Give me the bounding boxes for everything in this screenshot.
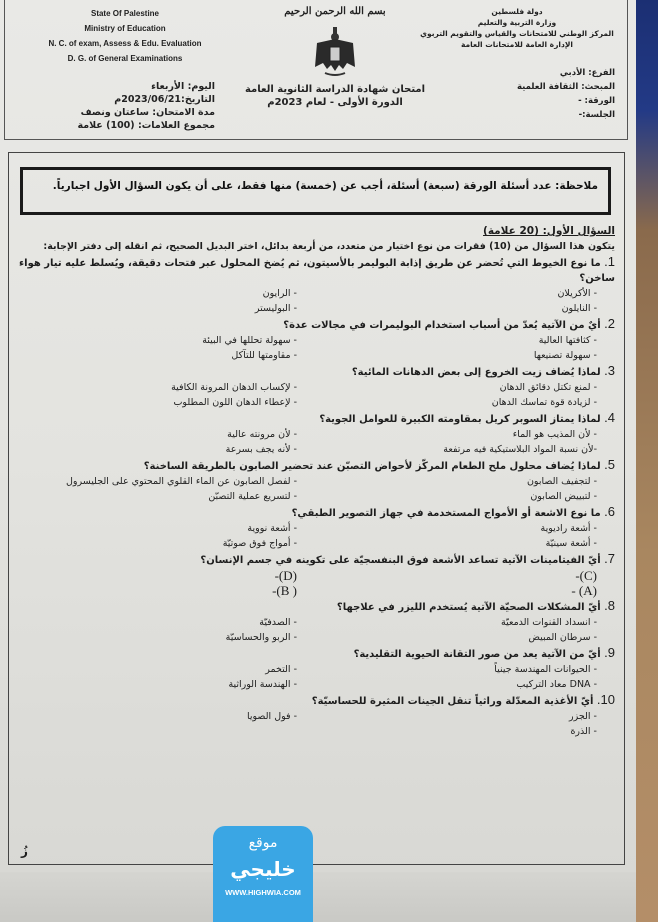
- question-item: [9, 645, 615, 662]
- watermark-badge: [213, 826, 313, 922]
- answer-option: - الصدفيّة: [259, 617, 297, 628]
- options-grid: [9, 709, 615, 739]
- question-text: لماذا يمتاز السوبر كريل بمقاومته الكبيرة للعوامل الجوية؟: [319, 414, 601, 425]
- exam-date: التاريخ:2023/06/21م: [114, 94, 215, 105]
- answer-option: - أشعة سينيّة: [545, 538, 597, 549]
- answer-option: - سرطان المبيض: [528, 632, 597, 643]
- question-number: 2.: [604, 316, 615, 331]
- question-number: 9.: [604, 645, 615, 660]
- exam-session-number: الجلسة:-: [578, 110, 615, 120]
- question-text: ما نوع الخيوط التي تُحضر عن طريق إذابة البوليمر بالأسيتون، ثم يُضخ المحلول عبر فتحات دقيقة، ويُسلط عليه تيار هواء ساخن؟: [19, 258, 615, 284]
- exam-body: [8, 152, 625, 865]
- question-item: [9, 316, 615, 333]
- background-edge: [636, 0, 658, 922]
- answer-option: - لأن المذيب هو الماء: [512, 429, 597, 440]
- answer-option: - الأكريلان: [557, 288, 597, 299]
- arabic-header-line: دولة فلسطين: [491, 7, 543, 16]
- exam-paper-number: الورقة: -: [578, 96, 615, 106]
- english-header: [25, 6, 225, 66]
- exam-day: اليوم: الأربعاء: [151, 81, 215, 92]
- english-header-line: State Of Palestine: [90, 9, 160, 18]
- exam-session: الدورة الأولى - لعام 2023م: [267, 97, 403, 108]
- answer-option: -لأن نسبة المواد البلاستيكية فيه مرتفعة: [443, 444, 597, 455]
- eagle-emblem-icon: [313, 27, 357, 77]
- question-number: 8.: [604, 598, 615, 613]
- watermark-url: WWW.HIGHWIA.COM: [225, 888, 301, 897]
- question-text: أيٌ من الآتية يُعدّ من أسباب استخدام البوليمرات في مجالات عدة؟: [283, 320, 601, 331]
- watermark-brand: خليجي: [230, 857, 296, 881]
- options-grid: [9, 662, 615, 692]
- options-grid: [9, 568, 615, 598]
- answer-option: - لتسريع عملية التصبّن: [208, 491, 297, 502]
- question-text: أيّ الأغذية المعدّلة وراثياً تنقل الجينات المثيرة للحساسيّة؟: [311, 696, 594, 707]
- header-center: [225, 6, 445, 109]
- options-grid: [9, 427, 615, 457]
- question-text: لماذا يُضاف محلول ملح الطعام المركّز لأحواض التصبّن عند تحضير الصابون بالطريقة الساخنة؟: [143, 461, 601, 472]
- options-grid: [9, 286, 615, 316]
- note-box: ملاحظة: عدد أسئلة الورقة (سبعة) أسئلة، أجب عن (خمسة) منها فقط، على أن يكون السؤال الأول اجبارياً.: [20, 167, 611, 215]
- answer-option: - البوليستر: [254, 303, 297, 314]
- exam-subject: المبحث: الثقافة العلمية: [516, 82, 615, 92]
- paper-bottom-shadow: [0, 872, 640, 922]
- arabic-header-line: الإدارة العامة للامتحانات العامة: [460, 40, 574, 49]
- answer-option: - التخمر: [265, 664, 297, 675]
- exam-duration: مدة الامتحان: ساعتان ونصف: [80, 107, 215, 118]
- arabic-header-line: وزارة التربية والتعليم: [477, 18, 557, 27]
- english-header-line: Ministry of Education: [84, 24, 166, 33]
- question-instructions: يتكون هذا السؤال من (10) فقرات من نوع اختيار من متعدد، من أربعة بدائل، اختر البديل الصحيح، ثم انقله إلى دفتر الإجابة:: [43, 241, 615, 252]
- question-item: [9, 254, 615, 286]
- answer-option: (A) -: [571, 583, 597, 598]
- answer-option: ( B)-: [272, 583, 297, 598]
- question-number: 6.: [604, 504, 615, 519]
- arabic-header: [417, 6, 617, 50]
- answer-option: - الرايون: [262, 288, 297, 299]
- basmala: بسم الله الرحمن الرحيم: [284, 6, 386, 17]
- answer-option: - أشعة نووية: [247, 523, 297, 534]
- options-grid: [9, 380, 615, 410]
- answer-option: - كثافتها العالية: [538, 335, 597, 346]
- options-grid: [9, 615, 615, 645]
- answer-option: - مقاومتها للتآكل: [231, 350, 297, 361]
- answer-option: - DNA معاد التركيب: [516, 679, 597, 690]
- options-grid: [9, 521, 615, 551]
- answer-option: - سهولة تصنيعها: [533, 350, 597, 361]
- question-item: [9, 598, 615, 615]
- page-turn-mark: زُ: [21, 844, 28, 858]
- exam-title: امتحان شهادة الدراسة الثانوية العامة: [244, 84, 426, 95]
- question-number: 10.: [596, 692, 615, 707]
- options-grid: [9, 333, 615, 363]
- question-number: 4.: [604, 410, 615, 425]
- answer-option: - الحيوانات المهندسة جينياً: [494, 664, 597, 675]
- question-number: 1.: [604, 254, 615, 269]
- question-text: أيّ من الآتية يعد من صور التقانة الحيوية التقليدية؟: [353, 649, 601, 660]
- question-number: 7.: [604, 551, 615, 566]
- answer-option: - لفصل الصابون عن الماء القلوي المحتوي على الجليسرول: [65, 476, 297, 487]
- question-text: أيّ الفيتامينات الآتية تساعد الأشعة فوق البنفسجيّة على تكوينه في جسم الإنسان؟: [200, 555, 601, 566]
- answer-option: - لتجفيف الصابون: [526, 476, 597, 487]
- answer-option: (D)-: [274, 568, 297, 583]
- question-item: [9, 692, 615, 709]
- question-number: 5.: [604, 457, 615, 472]
- answer-option: - لإكساب الدهان المرونة الكافية: [171, 382, 297, 393]
- question-items: [9, 254, 615, 739]
- question-item: [9, 504, 615, 521]
- answer-option: - أمواج فوق صوتيّة: [222, 538, 297, 549]
- question-title: السؤال الأول: (20 علامة): [483, 225, 615, 237]
- exam-branch: الفرع: الأدبي: [559, 68, 615, 78]
- answer-option: - لمنع تكتل دقائق الدهان: [499, 382, 597, 393]
- answer-option: - لأنه يجف بسرعة: [225, 444, 297, 455]
- answer-option: - لأن مرونته عالية: [227, 429, 297, 440]
- arabic-header-line: المركز الوطني للامتحانات والقياس والتقويم التربوي: [420, 29, 614, 38]
- exam-total-marks: مجموع العلامات: (100) علامة: [77, 120, 215, 131]
- answer-option: [15, 724, 315, 739]
- question-text: لماذا يُضاف زيت الخروع إلى بعض الدهانات المائية؟: [351, 367, 601, 378]
- answer-option: - الجزر: [569, 711, 597, 722]
- english-header-line: N. C. of exam, Assess & Edu. Evaluation: [48, 39, 202, 48]
- answer-option: - أشعة راديوية: [540, 523, 597, 534]
- question-text: أيّ المشكلات الصحيّة الآتية يُستخدم الليزر في علاجها؟: [336, 602, 601, 613]
- question-one: [9, 223, 621, 739]
- question-text: ما نوع الاشعة أو الأمواج المستخدمة في جهاز التصوير الطبقي؟: [291, 508, 601, 519]
- exam-meta-left: [65, 80, 215, 132]
- answer-option: - لإعطاء الدهان اللون المطلوب: [173, 397, 297, 408]
- answer-option: - الربو والحساسيّة: [225, 632, 297, 643]
- answer-option: - فول الصويا: [246, 711, 297, 722]
- answer-option: - لتبييض الصابون: [530, 491, 597, 502]
- watermark-top-text: موقع: [248, 835, 278, 851]
- answer-option: (C)-: [575, 568, 597, 583]
- answer-option: - سهولة تحللها في البيئة: [202, 335, 297, 346]
- options-grid: [9, 474, 615, 504]
- question-item: [9, 551, 615, 568]
- question-item: [9, 363, 615, 380]
- answer-option: - الهندسة الوراثية: [228, 679, 297, 690]
- exam-header: [4, 0, 628, 140]
- answer-option: - لزيادة قوة تماسك الدهان: [491, 397, 597, 408]
- answer-option: - الذرة: [570, 726, 597, 737]
- question-item: [9, 457, 615, 474]
- question-number: 3.: [604, 363, 615, 378]
- exam-meta-right: [415, 66, 615, 122]
- answer-option: - النايلون: [561, 303, 597, 314]
- question-item: [9, 410, 615, 427]
- english-header-line: D. G. of General Examinations: [67, 54, 183, 63]
- answer-option: - انسداد القنوات الدمعيّة: [501, 617, 597, 628]
